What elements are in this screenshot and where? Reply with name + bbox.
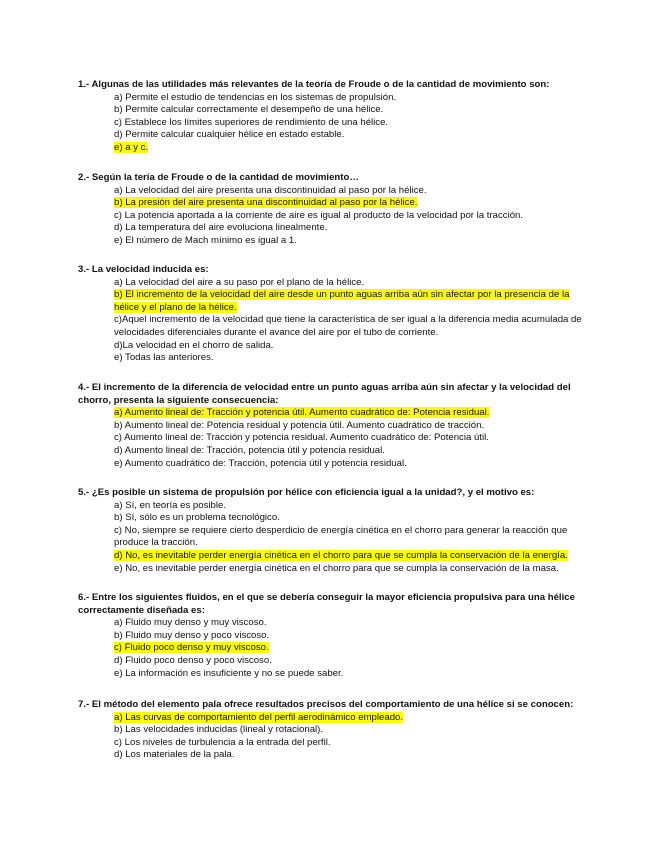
- option-d: d)La velocidad en el chorro de salida.: [114, 339, 274, 351]
- highlighted-answer: a) Las curvas de comportamiento del perfil aerodinámico empleado.: [114, 711, 404, 723]
- option-d: d) Permite calcular cualquier hélice en estado estable.: [114, 129, 345, 141]
- option-b: [114, 289, 590, 314]
- highlighted-answer: a) Aumento lineal de: Tracción y potencia útil. Aumento cuadrático de: Potencia residual.: [114, 407, 490, 419]
- option-e: e) La información es insuficiente y no se puede saber.: [114, 667, 344, 679]
- option-a: a) Fluido muy denso y muy viscoso.: [114, 617, 267, 629]
- question-text: 7.- El método del elemento pala ofrece resultados precisos del comportamiento de una hélice si se conocen:: [78, 699, 574, 710]
- option-c: c) Establece los límites superiores de rendimiento de una hélice.: [114, 116, 389, 128]
- option-e: [114, 142, 590, 155]
- question-7: [78, 699, 590, 762]
- highlighted-answer: b) La presión del aire presenta una discontinuidad al paso por la hélice.: [114, 197, 418, 209]
- option-c: [114, 642, 590, 655]
- option-e: e) Aumento cuadrático de: Tracción, potencia útil y potencia residual.: [114, 457, 407, 469]
- question-text: 6.- Entre los siguientes fluidos, en el que se debería conseguir la mayor eficiencia propulsiva para una hélice correctamente diseñada es:: [78, 592, 575, 616]
- question-text: 2.- Según la tería de Froude o de la cantidad de movimiento…: [78, 172, 359, 183]
- question-text: 1.- Algunas de las utilidades más relevantes de la teoría de Froude o de la cantidad de movimiento son:: [78, 79, 550, 90]
- option-b: b) Permite calcular correctamente el desempeño de una hélice.: [114, 104, 384, 116]
- option-b: b) Las velocidades inducidas (lineal y rotacional).: [114, 724, 324, 736]
- option-a: [114, 712, 590, 725]
- option-c: c) No, siempre se requiere cierto desperdicio de energía cinética en el chorro para generar la reacción que produce la tracción.: [114, 524, 568, 549]
- option-b: b) Sí, sólo es un problema tecnológico.: [114, 512, 280, 524]
- question-2: [78, 172, 590, 248]
- option-a: [114, 407, 590, 420]
- question-text: 5.- ¿Es posible un sistema de propulsión por hélice con eficiencia igual a la unidad?, y el motivo es:: [78, 487, 535, 498]
- question-6: [78, 592, 590, 680]
- question-3: [78, 264, 590, 365]
- option-d: d) Aumento lineal de: Tracción, potencia útil y potencia residual.: [114, 444, 385, 456]
- highlighted-answer: e) a y c.: [114, 141, 149, 153]
- option-b: [114, 197, 590, 210]
- option-d: d) La temperatura del aire evoluciona linealmente.: [114, 222, 328, 234]
- option-a: a) La velocidad del aire presenta una discontinuidad al paso por la hélice.: [114, 184, 427, 196]
- option-c: c) Los niveles de turbulencia a la entrada del perfil.: [114, 736, 331, 748]
- question-5: [78, 487, 590, 575]
- highlighted-answer: b) El incremento de la velocidad del aire desde un punto aguas arriba aún sin afectar por la presencia de la hélice y el plano de la hélice.: [114, 289, 570, 313]
- option-b: b) Aumento lineal de: Potencia residual y potencia útil. Aumento cuadrático de tracción.: [114, 419, 485, 431]
- highlighted-answer: d) No, es inevitable perder energía cinética en el chorro para que se cumpla la conservación de la energía.: [114, 549, 568, 561]
- option-d: d) Fluido poco denso y poco viscoso.: [114, 654, 272, 666]
- option-a: a) Sí, en teoría es posible.: [114, 499, 226, 511]
- option-e: e) No, es inevitable perder energía cinética en el chorro para que se cumpla la conservación de la masa.: [114, 562, 559, 574]
- option-e: e) El número de Mach mínimo es igual a 1.: [114, 234, 297, 246]
- option-a: a) La velocidad del aire a su paso por el plano de la hélice.: [114, 276, 365, 288]
- question-1: [78, 79, 590, 155]
- option-e: e) Todas las anteriores.: [114, 352, 214, 364]
- question-4: [78, 382, 590, 470]
- option-c: c) La potencia aportada a la corriente de aire es igual al producto de la velocidad por la tracción.: [114, 209, 524, 221]
- option-b: b) Fluido muy denso y poco viscoso.: [114, 629, 270, 641]
- question-text: 4.- El incremento de la diferencia de velocidad entre un punto aguas arriba aún sin afectar y la velocidad del chorro, presenta la siguiente consecuencia:: [78, 382, 571, 406]
- option-d: [114, 550, 590, 563]
- option-d: d) Los materiales de la pala.: [114, 749, 235, 761]
- option-a: a) Permite el estudio de tendencias en los sistemas de propulsión.: [114, 91, 397, 103]
- option-c: c) Aumento lineal de: Tracción y potencia residual. Aumento cuadrático de: Potencia útil.: [114, 432, 489, 444]
- highlighted-answer: c) Fluido poco denso y muy viscoso.: [114, 642, 269, 654]
- question-text: 3.- La velocidad inducida es:: [78, 264, 209, 275]
- option-c: c)Aquel incremento de la velocidad que tiene la característica de ser igual a la diferencia media acumulada de velocidades diferenciales durante el avance del aire por el tubo de corriente.: [114, 314, 582, 338]
